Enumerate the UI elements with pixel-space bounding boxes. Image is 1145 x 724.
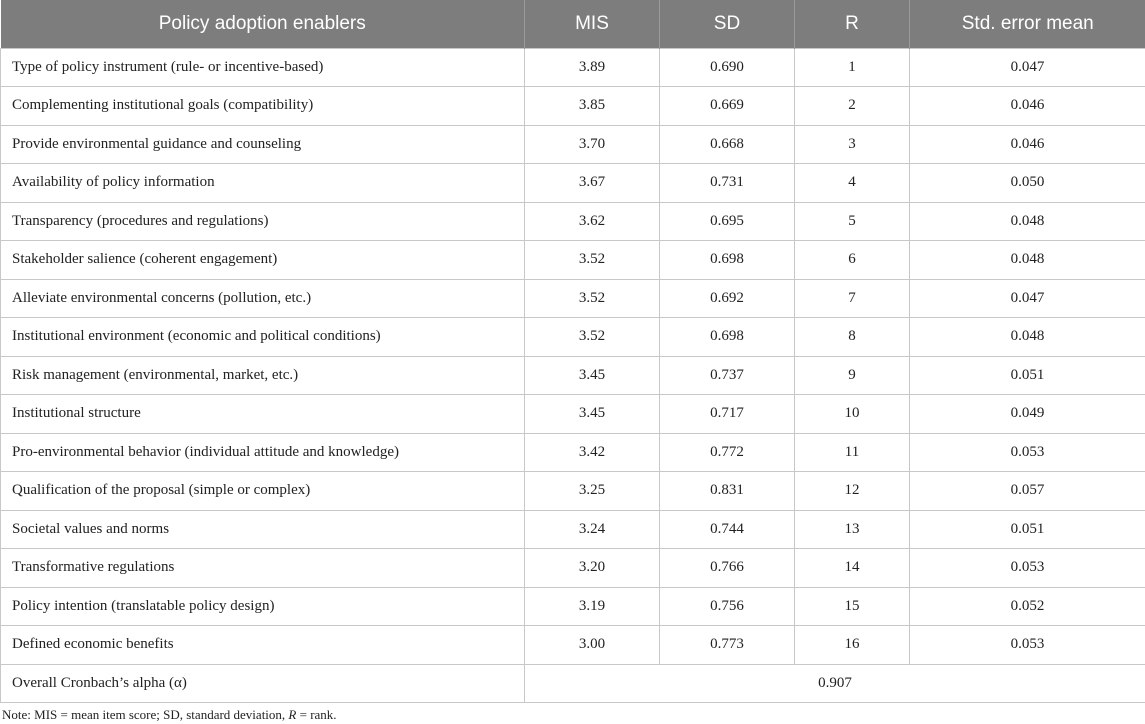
enabler-name: Type of policy instrument (rule- or incentive-based): [1, 48, 525, 87]
sd-value: 0.737: [660, 356, 795, 395]
enabler-name: Pro-environmental behavior (individual attitude and knowledge): [1, 433, 525, 472]
sd-value: 0.692: [660, 279, 795, 318]
table-body: [1, 48, 1145, 703]
sd-value: 0.772: [660, 433, 795, 472]
mis-value: 3.67: [525, 164, 660, 203]
std-error-value: 0.046: [910, 125, 1145, 164]
std-error-value: 0.048: [910, 241, 1145, 280]
table-row: [1, 433, 1145, 472]
rank-value: 13: [795, 510, 910, 549]
table-row: [1, 87, 1145, 126]
cronbach-alpha-label: Overall Cronbach’s alpha (α): [1, 664, 525, 703]
mis-value: 3.62: [525, 202, 660, 241]
std-error-value: 0.048: [910, 202, 1145, 241]
std-error-value: 0.053: [910, 626, 1145, 665]
table-header: [1, 0, 1145, 48]
rank-value: 1: [795, 48, 910, 87]
std-error-value: 0.052: [910, 587, 1145, 626]
table-row: [1, 318, 1145, 357]
mis-value: 3.70: [525, 125, 660, 164]
rank-value: 14: [795, 549, 910, 588]
sd-value: 0.731: [660, 164, 795, 203]
enabler-name: Societal values and norms: [1, 510, 525, 549]
mis-value: 3.00: [525, 626, 660, 665]
mis-value: 3.52: [525, 318, 660, 357]
enabler-name: Risk management (environmental, market, etc.): [1, 356, 525, 395]
std-error-value: 0.057: [910, 472, 1145, 511]
rank-value: 2: [795, 87, 910, 126]
mis-value: 3.45: [525, 395, 660, 434]
std-error-value: 0.049: [910, 395, 1145, 434]
sd-value: 0.695: [660, 202, 795, 241]
std-error-value: 0.048: [910, 318, 1145, 357]
mis-value: 3.42: [525, 433, 660, 472]
std-error-value: 0.047: [910, 279, 1145, 318]
sd-value: 0.669: [660, 87, 795, 126]
mis-value: 3.52: [525, 241, 660, 280]
rank-value: 7: [795, 279, 910, 318]
table-row: [1, 395, 1145, 434]
enabler-name: Stakeholder salience (coherent engagement): [1, 241, 525, 280]
table-row: [1, 587, 1145, 626]
header-mis: MIS: [525, 0, 660, 48]
sd-value: 0.744: [660, 510, 795, 549]
note-suffix: = rank.: [296, 707, 337, 722]
table-row: [1, 241, 1145, 280]
std-error-value: 0.047: [910, 48, 1145, 87]
mis-value: 3.45: [525, 356, 660, 395]
std-error-value: 0.053: [910, 549, 1145, 588]
enabler-name: Policy intention (translatable policy design): [1, 587, 525, 626]
sd-value: 0.717: [660, 395, 795, 434]
rank-value: 3: [795, 125, 910, 164]
table-row: [1, 202, 1145, 241]
sd-value: 0.831: [660, 472, 795, 511]
std-error-value: 0.050: [910, 164, 1145, 203]
sd-value: 0.698: [660, 318, 795, 357]
table-row: [1, 472, 1145, 511]
table-row: [1, 356, 1145, 395]
mis-value: 3.25: [525, 472, 660, 511]
enabler-name: Institutional environment (economic and political conditions): [1, 318, 525, 357]
rank-value: 4: [795, 164, 910, 203]
rank-value: 16: [795, 626, 910, 665]
note-rank-symbol: R: [288, 707, 297, 722]
header-rank: R: [795, 0, 910, 48]
sd-value: 0.773: [660, 626, 795, 665]
std-error-value: 0.046: [910, 87, 1145, 126]
sd-value: 0.766: [660, 549, 795, 588]
mis-value: 3.89: [525, 48, 660, 87]
mis-value: 3.85: [525, 87, 660, 126]
mis-value: 3.19: [525, 587, 660, 626]
enabler-name: Availability of policy information: [1, 164, 525, 203]
enabler-name: Complementing institutional goals (compatibility): [1, 87, 525, 126]
mis-value: 3.20: [525, 549, 660, 588]
header-enablers: Policy adoption enablers: [1, 0, 525, 48]
enabler-name: Transformative regulations: [1, 549, 525, 588]
rank-value: 6: [795, 241, 910, 280]
rank-value: 10: [795, 395, 910, 434]
std-error-value: 0.053: [910, 433, 1145, 472]
std-error-value: 0.051: [910, 356, 1145, 395]
table-row: [1, 48, 1145, 87]
enabler-name: Provide environmental guidance and counseling: [1, 125, 525, 164]
enabler-name: Alleviate environmental concerns (pollution, etc.): [1, 279, 525, 318]
table-row: [1, 279, 1145, 318]
enabler-name: Qualification of the proposal (simple or complex): [1, 472, 525, 511]
rank-value: 11: [795, 433, 910, 472]
rank-value: 9: [795, 356, 910, 395]
footer-row: [1, 664, 1145, 703]
sd-value: 0.668: [660, 125, 795, 164]
mis-value: 3.24: [525, 510, 660, 549]
sd-value: 0.690: [660, 48, 795, 87]
enabler-name: Defined economic benefits: [1, 626, 525, 665]
enabler-name: Transparency (procedures and regulations): [1, 202, 525, 241]
enabler-name: Institutional structure: [1, 395, 525, 434]
rank-value: 12: [795, 472, 910, 511]
header-sd: SD: [660, 0, 795, 48]
header-row: [1, 0, 1145, 48]
cronbach-alpha-value: 0.907: [525, 664, 1145, 703]
std-error-value: 0.051: [910, 510, 1145, 549]
table-row: [1, 510, 1145, 549]
note-prefix: Note: MIS = mean item score; SD, standard deviation,: [2, 707, 289, 722]
rank-value: 5: [795, 202, 910, 241]
table-row: [1, 125, 1145, 164]
table-row: [1, 626, 1145, 665]
mis-value: 3.52: [525, 279, 660, 318]
rank-value: 15: [795, 587, 910, 626]
header-std-error-mean: Std. error mean: [910, 0, 1145, 48]
table-note: [2, 707, 337, 723]
rank-value: 8: [795, 318, 910, 357]
table-row: [1, 549, 1145, 588]
sd-value: 0.756: [660, 587, 795, 626]
table-row: [1, 164, 1145, 203]
sd-value: 0.698: [660, 241, 795, 280]
